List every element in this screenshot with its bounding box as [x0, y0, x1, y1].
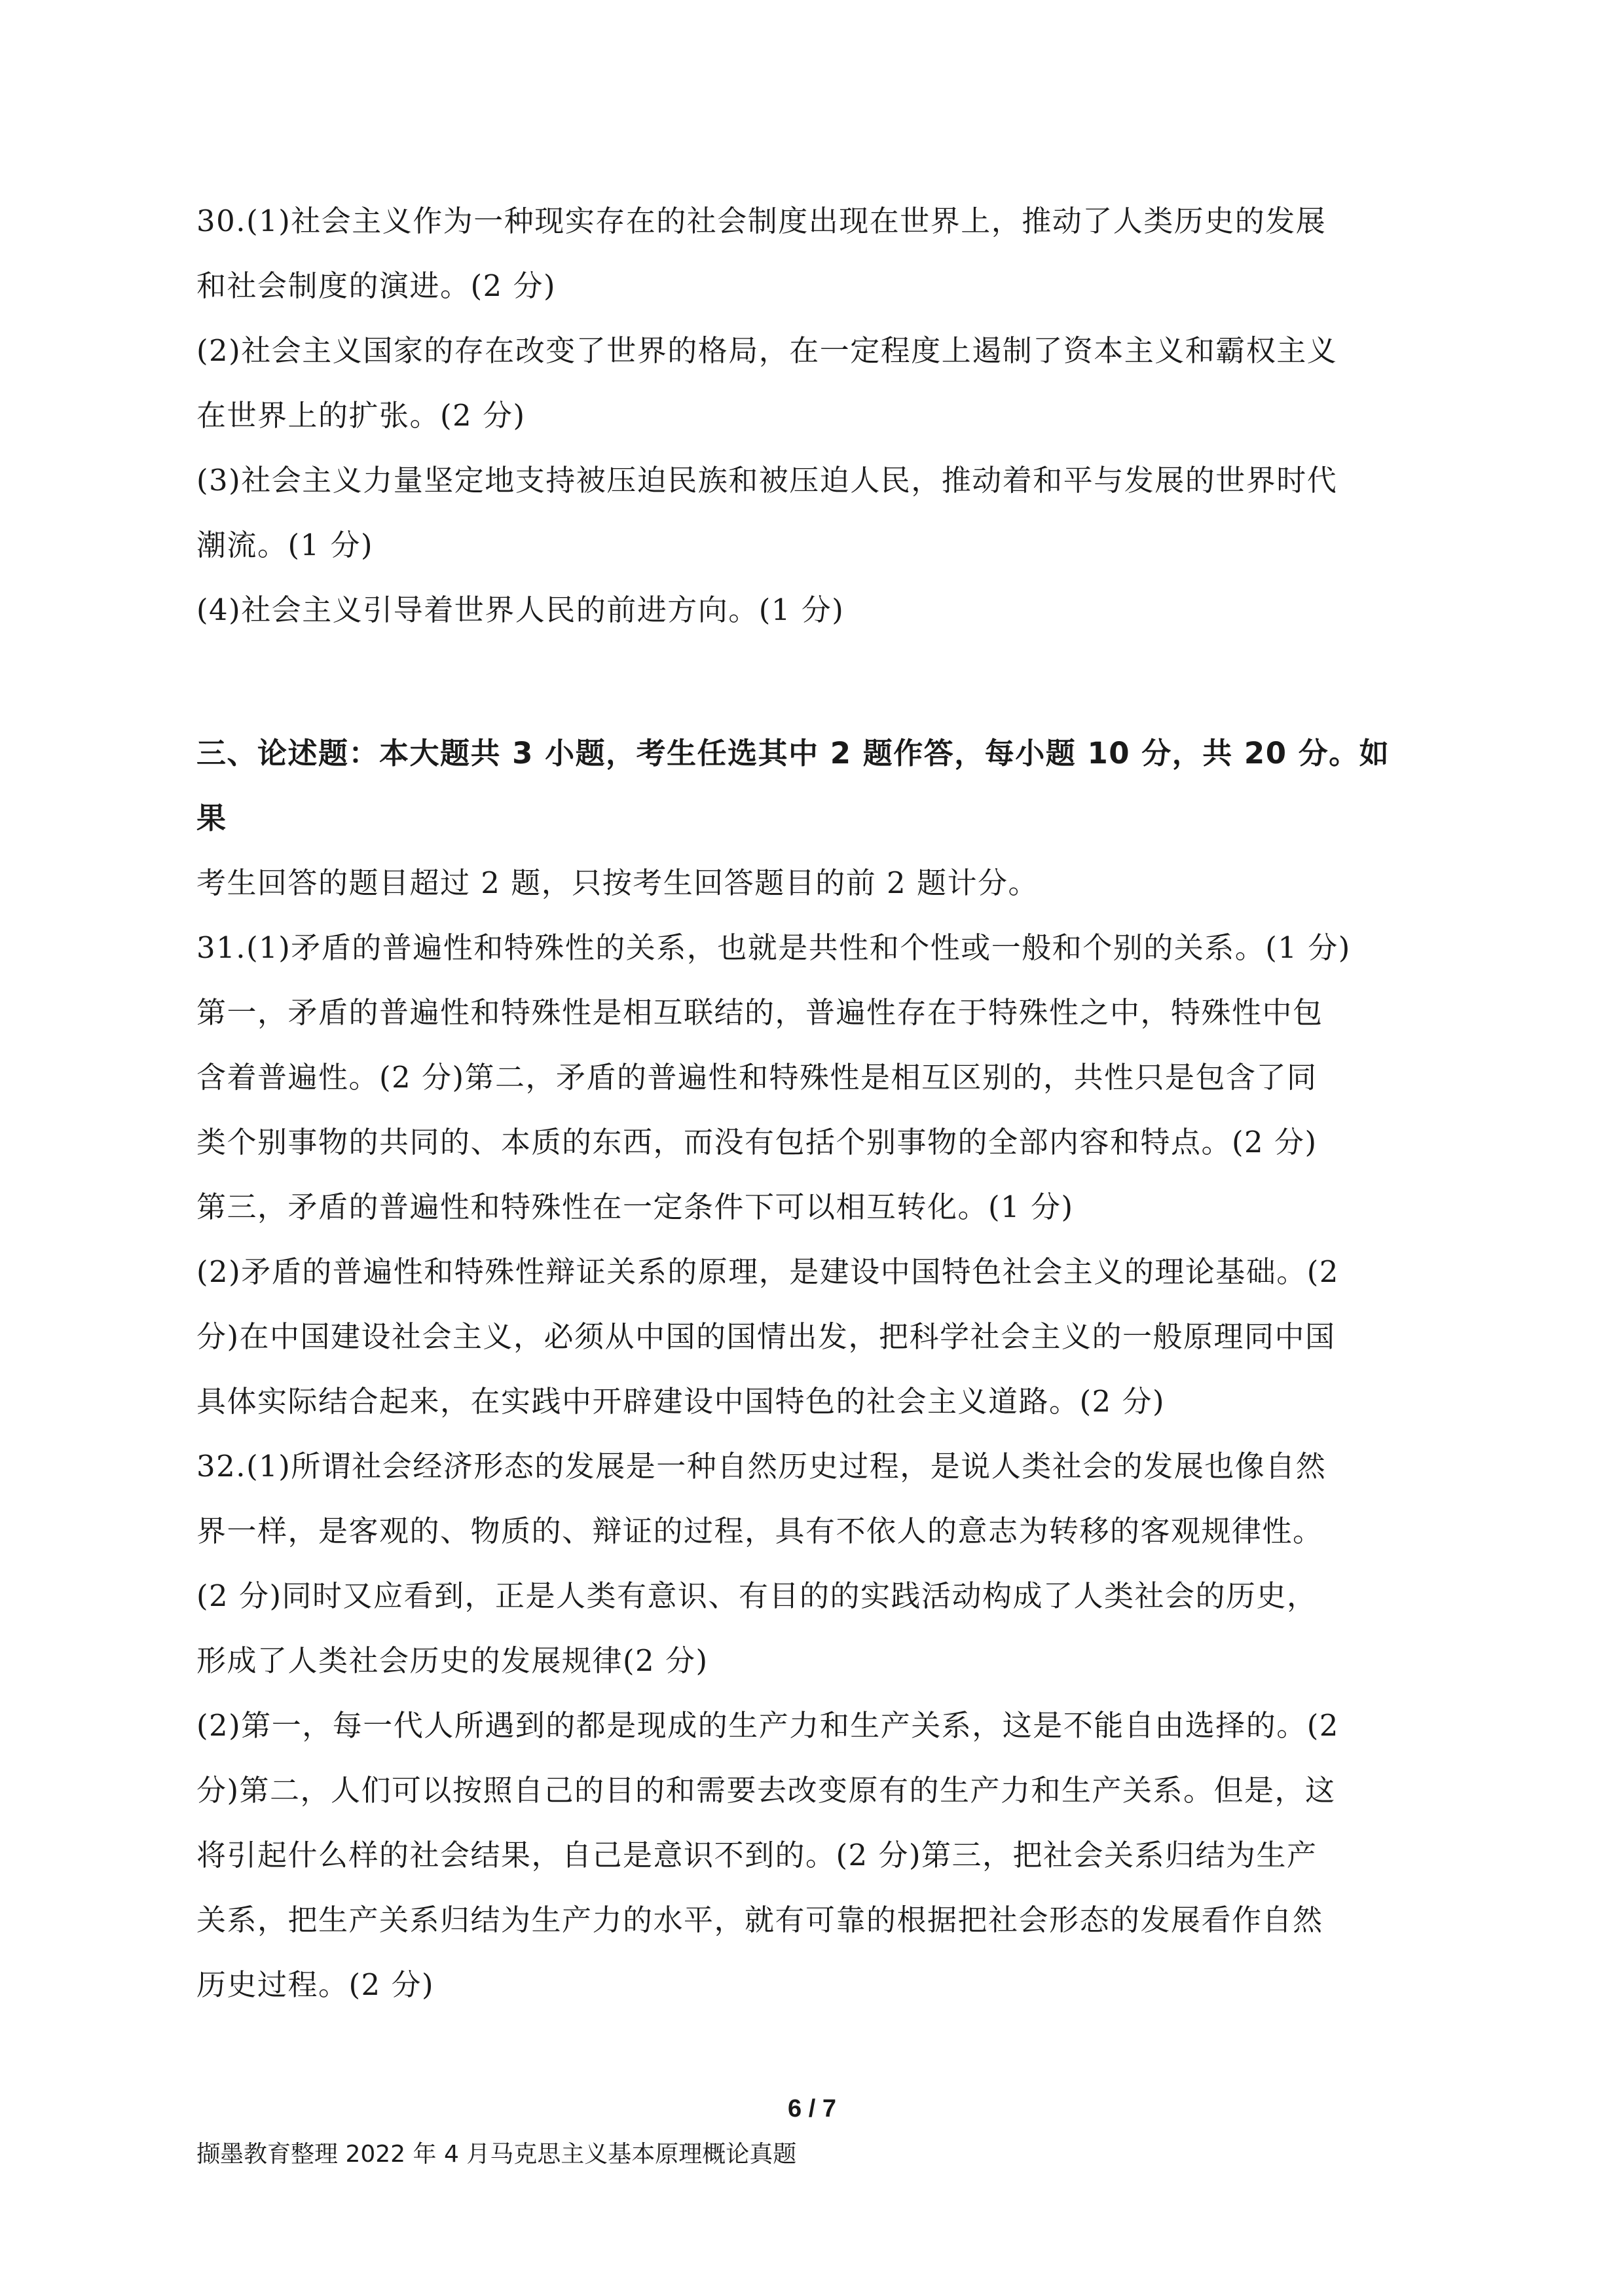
- page-footer: 撷墨教育整理 2022 年 4 月马克思主义基本原理概论真题: [196, 2141, 797, 2168]
- answer-line: 和社会制度的演进。(2 分): [196, 268, 557, 303]
- answer-31: [196, 915, 1441, 1434]
- answer-line: (2)矛盾的普遍性和特殊性辩证关系的原理，是建设中国特色社会主义的理论基础。(2: [196, 1254, 1339, 1289]
- section-note: 考生回答的题目超过 2 题，只按考生回答题目的前 2 题计分。: [196, 866, 1039, 900]
- answer-line: 历史过程。(2 分): [196, 1967, 435, 2002]
- section-heading: 三、论述题：本大题共 3 小题，考生任选其中 2 题作答，每小题 10 分，共 20 分。如: [196, 736, 1390, 771]
- answer-line: 在世界上的扩张。(2 分): [196, 398, 526, 433]
- answer-32: [196, 1434, 1441, 2017]
- answer-line: 潮流。(1 分): [196, 528, 374, 562]
- page-number: 6 / 7: [788, 2095, 836, 2123]
- answer-line: 关系，把生产关系归结为生产力的水平，就有可靠的根据把社会形态的发展看作自然: [196, 1903, 1323, 1937]
- answer-line: (2)第一，每一代人所遇到的都是现成的生产力和生产关系，这是不能自由选择的。(2: [196, 1708, 1339, 1743]
- answer-line: 含着普遍性。(2 分)第二，矛盾的普遍性和特殊性是相互区别的，共性只是包含了同: [196, 1060, 1318, 1095]
- answer-line: 第一，矛盾的普遍性和特殊性是相互联结的，普遍性存在于特殊性之中，特殊性中包: [196, 995, 1323, 1030]
- document-body: [196, 189, 1441, 2017]
- answer-line: 32.(1)所谓社会经济形态的发展是一种自然历史过程，是说人类社会的发展也像自然: [196, 1449, 1327, 1484]
- answer-line: (2 分)同时又应看到，正是人类有意识、有目的的实践活动构成了人类社会的历史，: [196, 1578, 1318, 1613]
- answer-30: [196, 189, 1441, 642]
- answer-line: (2)社会主义国家的存在改变了世界的格局，在一定程度上遏制了资本主义和霸权主义: [196, 333, 1338, 368]
- answer-line: 分)在中国建设社会主义，必须从中国的国情出发，把科学社会主义的一般原理同中国: [196, 1319, 1336, 1354]
- answer-line: 分)第二，人们可以按照自己的目的和需要去改变原有的生产力和生产关系。但是，这: [196, 1773, 1336, 1808]
- answer-line: 界一样，是客观的、物质的、辩证的过程，具有不依人的意志为转移的客观规律性。: [196, 1514, 1323, 1548]
- answer-line: 30.(1)社会主义作为一种现实存在的社会制度出现在世界上，推动了人类历史的发展: [196, 204, 1327, 238]
- answer-line: 类个别事物的共同的、本质的东西，而没有包括个别事物的全部内容和特点。(2 分): [196, 1125, 1318, 1159]
- answer-line: (4)社会主义引导着世界人民的前进方向。(1 分): [196, 592, 845, 627]
- answer-line: 具体实际结合起来，在实践中开辟建设中国特色的社会主义道路。(2 分): [196, 1384, 1166, 1419]
- answer-line: 形成了人类社会历史的发展规律(2 分): [196, 1643, 709, 1678]
- section-gap: [196, 642, 1441, 721]
- section-heading-continued: 果: [196, 801, 227, 835]
- answer-line: 第三，矛盾的普遍性和特殊性在一定条件下可以相互转化。(1 分): [196, 1190, 1074, 1224]
- answer-line: 将引起什么样的社会结果，自己是意识不到的。(2 分)第三，把社会关系归结为生产: [196, 1838, 1318, 1872]
- section-3: [196, 721, 1441, 915]
- answer-line: (3)社会主义力量坚定地支持被压迫民族和被压迫人民，推动着和平与发展的世界时代: [196, 463, 1338, 498]
- answer-line: 31.(1)矛盾的普遍性和特殊性的关系，也就是共性和个性或一般和个别的关系。(1 分): [196, 930, 1351, 965]
